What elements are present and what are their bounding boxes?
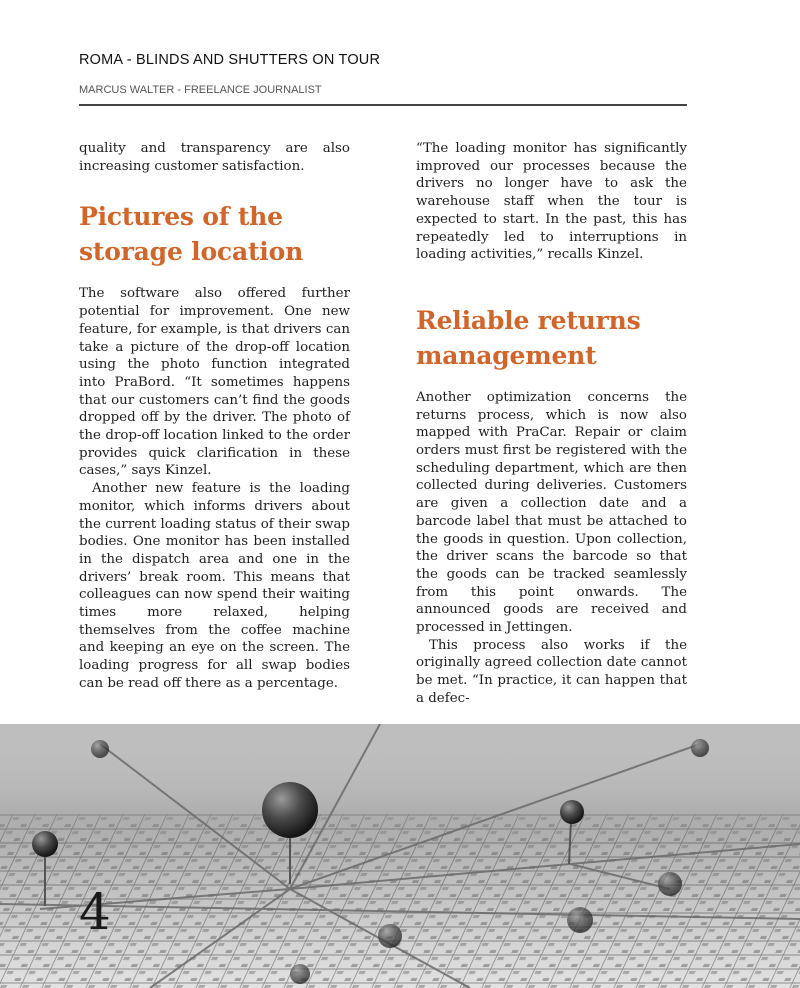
running-title: ROMA - BLINDS AND SHUTTERS ON TOUR xyxy=(79,52,381,68)
map-with-pushpins-image xyxy=(0,724,800,988)
paragraph-returns-process: Another optimization concerns the returns process, which is now also mapped with PraCar. Repair or claim orders must first be registered with the scheduling department, which are then collected during deliveries. Customers are given a collection date and a barcode label that must be attached to the goods in question. Upon collection, the driver scans the barcode so that the goods can be tracked seamlessly from this point onwards. The announced goods are received and processed in Jettingen. xyxy=(416,389,687,636)
paragraph-collection-date: This process also works if the originally agreed collection date cannot be met. “In practice, it can happen that a defec- xyxy=(416,637,687,706)
left-column xyxy=(79,140,350,693)
header-rule xyxy=(79,104,687,106)
section-heading-returns-management: Reliable returns management xyxy=(416,305,641,370)
paragraph-continued: quality and transparency are also increasing customer satisfaction. xyxy=(79,141,350,174)
paragraph-photo-feature: The software also offered further potential for improvement. One new feature, for example, is that drivers can take a picture of the drop-off location using the photo function integrated into PraBord. “It sometimes happens that our customers can’t find the goods dropped off by the driver. The photo of the drop-off location linked to the order provides quick clarification in these cases,” says Kinzel. xyxy=(79,286,350,479)
page-number: 4 xyxy=(79,883,111,941)
section-heading-storage-location: Pictures of the storage location xyxy=(79,202,304,267)
running-author: MARCUS WALTER - FREELANCE JOURNALIST xyxy=(79,84,322,96)
running-header xyxy=(79,52,687,97)
right-column xyxy=(416,140,687,708)
paragraph-loading-monitor: Another new feature is the loading monitor, which informs drivers about the current loading status of their swap bodies. One monitor has been installed in the dispatch area and one in the drivers’ break room. This means that colleagues can now spend their waiting times more relaxed, helping themselves from the coffee machine and keeping an eye on the screen. The loading progress for all swap bodies can be read off there as a percentage. xyxy=(79,481,350,691)
paragraph-quote-kinzel: “The loading monitor has significantly improved our processes because the drivers no longer have to ask the warehouse staff when the tour is expected to start. In the past, this has repeatedly led to interruptions in loading activities,” recalls Kinzel. xyxy=(416,141,687,263)
